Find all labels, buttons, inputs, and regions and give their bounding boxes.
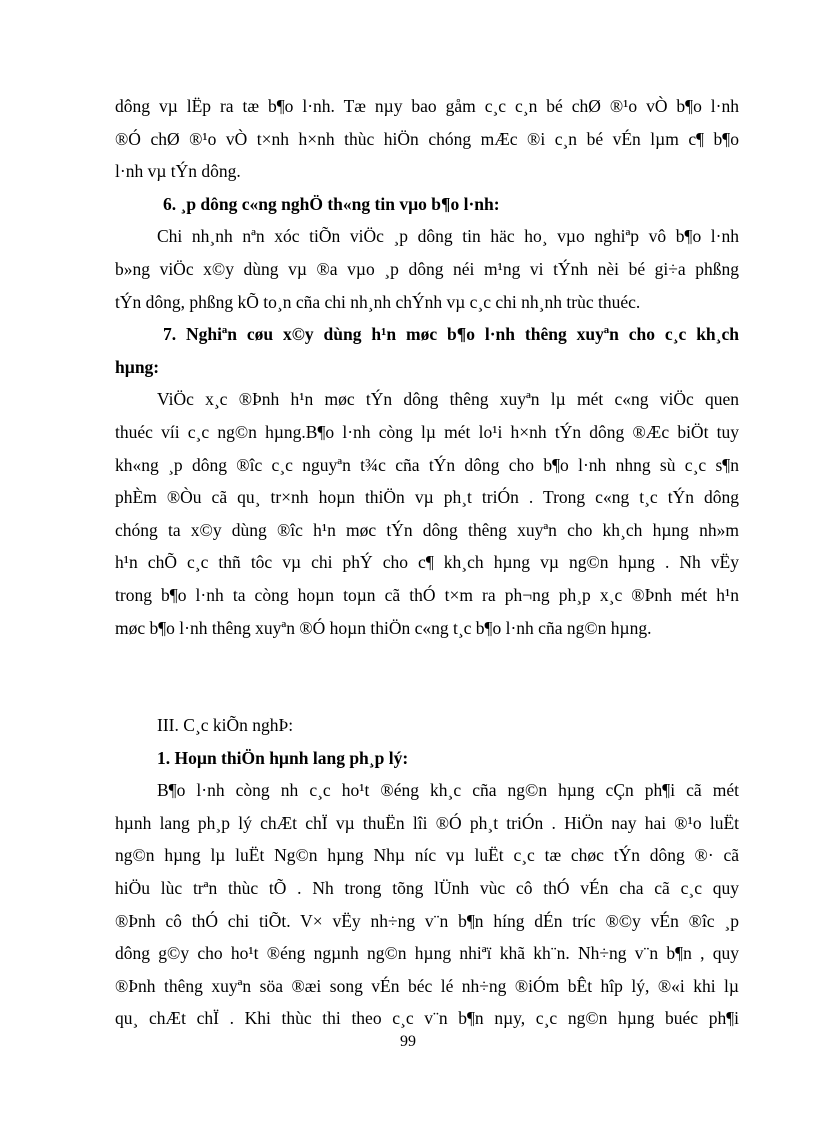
section-heading-7 [115, 318, 739, 383]
section-heading-6 [115, 188, 739, 221]
text-line: Chi nh¸nh nªn xóc tiÕn viÖc ¸p dông tin häc ho¸ vµo nghiªp vô b¶o l·nh [157, 226, 739, 247]
text-line: qu¸ chÆt chÏ . Khi thùc thi theo c¸c v¨n b¶n nµy, c¸c ng©n hµng buéc ph¶i [115, 1008, 739, 1029]
text-line: h¹n chÕ c¸c thñ tôc vµ chi phÝ cho c¶ kh¸ch hµng vµ ng©n hµng . Nh vËy [115, 552, 739, 573]
section-gap [115, 644, 739, 709]
text-line: trong b¶o l·nh ta còng hoµn toµn cã thÓ t×m ra ph¬ng ph¸p x¸c ®Þnh mét h¹n [115, 584, 739, 605]
heading-text: III. C¸c kiÕn nghÞ: [157, 715, 294, 736]
text-line: thuéc víi c¸c ng©n hµng.B¶o l·nh còng lµ mét lo¹i h×nh tÝn dông ®Æc biÖt tuy [115, 421, 739, 442]
page-number: 99 [400, 1033, 416, 1050]
paragraph-section-1 [115, 774, 739, 1035]
text-line: kh«ng ¸p dông ®îc c¸c nguyªn t¾c cña tÝn dông cho b¶o l·nh nhng sù c¸c s¶n [115, 454, 739, 475]
text-line: dông g©y cho ho¹t ®éng ngµnh ng©n hµng nhiªï khã kh¨n. Nh÷ng v¨n b¶n , quy [115, 943, 739, 964]
text-line: ®Ó chØ ®¹o vÒ t×nh h×nh thùc hiÖn chóng mÆc ®i c¸n bé vÉn lµm c¶ b¶o [115, 128, 739, 149]
text-line: møc b¶o l·nh thêng xuyªn ®Ó hoµn thiÖn c«ng t¸c b¶o l·nh cña ng©n hµng. [115, 617, 652, 638]
text-line: hiÖu lùc trªn thùc tÕ . Nh trong tõng lÜnh vùc cô thÓ vÉn cha cã c¸c quy [115, 878, 739, 899]
text-line: ng©n hµng lµ luËt Ng©n hµng Nhµ níc vµ luËt c¸c tæ chøc tÝn dông ®· cã [115, 845, 739, 866]
text-line: ®Þnh thêng xuyªn söa ®æi song vÉn béc lé nh÷ng ®iÓm bÊt hîp lý, ®«i khi lµ [115, 975, 739, 996]
chapter-heading-III [115, 709, 739, 742]
text-line: ViÖc x¸c ®Þnh h¹n møc tÝn dông thêng xuyªn lµ mét c«ng viÖc quen [157, 389, 739, 410]
heading-text: 7. Nghiªn cøu x©y dùng h¹n møc b¶o l·nh thêng xuyªn cho c¸c kh¸ch [163, 324, 739, 345]
page-body [115, 90, 739, 1035]
section-heading-1 [115, 742, 739, 775]
text-line: chóng ta x©y dùng ®îc h¹n møc tÝn dông thêng xuyªn cho kh¸ch hµng nh»m [115, 519, 739, 540]
heading-text: 6. ¸p dông c«ng nghÖ th«ng tin vµo b¶o l·nh: [163, 193, 500, 214]
paragraph-continued [115, 90, 739, 188]
text-line: tÝn dông, phßng kÕ to¸n cña chi nh¸nh chÝnh vµ c¸c chi nh¸nh trùc thuéc. [115, 291, 641, 312]
text-line: b»ng viÖc x©y dùng vµ ®a vµo ¸p dông néi m¹ng vi tÝnh nèi bé gi÷a phßng [115, 258, 739, 279]
text-line: dông vµ lËp ra tæ b¶o l·nh. Tæ nµy bao gåm c¸c c¸n bé chØ ®¹o vÒ b¶o l·nh [115, 96, 739, 116]
paragraph-section-6 [115, 220, 739, 318]
heading-text: hµng: [115, 356, 160, 377]
text-line: B¶o l·nh còng nh c¸c ho¹t ®éng kh¸c cña ng©n hµng cÇn ph¶i cã mét [157, 780, 739, 801]
text-line: phÈm ®Òu cã qu¸ tr×nh hoµn thiÖn vµ ph¸t triÓn . Trong c«ng t¸c tÝn dông [115, 487, 739, 508]
heading-text: 1. Hoµn thiÖn hµnh lang ph¸p lý: [157, 747, 409, 768]
text-line: l·nh vµ tÝn dông. [115, 161, 241, 182]
text-line: hµnh lang ph¸p lý chÆt chÏ vµ thuËn lîi ®Ó ph¸t triÓn . HiÖn nay hai ®¹o luËt [115, 812, 739, 833]
paragraph-section-7 [115, 383, 739, 644]
text-line: ®Þnh cô thÓ chi tiÕt. V× vËy nh÷ng v¨n b¶n híng dÉn tríc ®©y vÉn ®îc ¸p [115, 910, 739, 931]
